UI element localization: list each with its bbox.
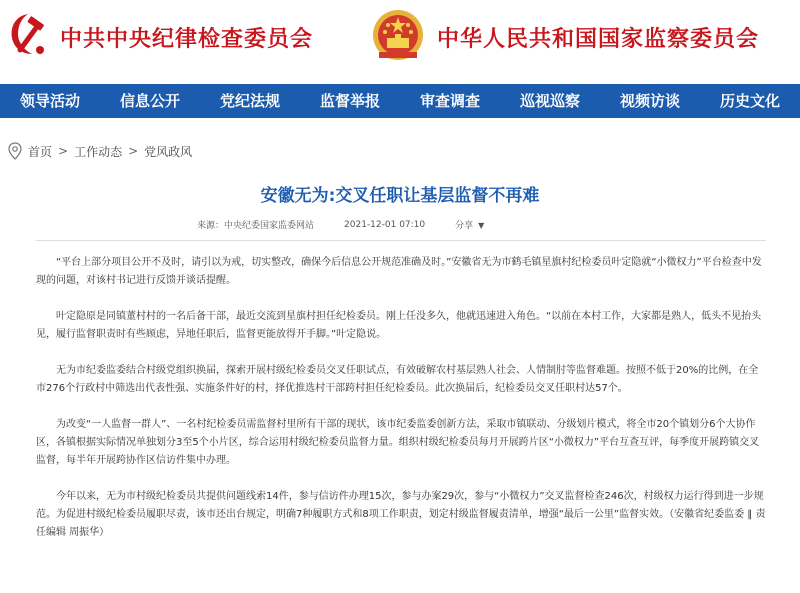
nav-item-video[interactable]: 视频访谈 [619,92,680,110]
article-meta [197,218,484,231]
site-title-nsc[interactable]: 中华人民共和国国家监察委员会 [437,26,760,52]
nav-item-investigation[interactable]: 审查调查 [419,92,480,110]
article-paragraph: 无为市纪委监委结合村级党组织换届，探索开展村级纪检委员交叉任职试点，有效破解农村基层熟人社会、人情制肘等监督难题。按照不低于20%的比例，在全市276个行政村中筛选出代表性强、实施条件好的村，择优推选村干部跨村担任纪检委员。此次换届后，纪检委员交叉任职村达57个。 [36,365,759,394]
nav-item-inspection[interactable]: 巡视巡察 [519,92,580,110]
article-paragraph: 今年以来，无为市村级纪检委员共提供问题线索14件，参与信访件办理15次，参与办案29次，参与“小微权力”交叉监督检查246次，村级权力运行得到进一步规范。为促进村级纪检委员履职尽责，该市还出台规定，明确7种履职方式和8项工作职责，划定村级监督履责清单，增强“最后一公里”监督实效。（安徽省纪委监委 ‖ 责任编辑 周振华） [36,491,766,538]
article-source: 中央纪委国家监委网站 [224,221,315,231]
publish-date: 2021-12-01 07:10 [344,219,426,230]
national-emblem-icon[interactable] [371,8,425,62]
nav-item-regulations[interactable]: 党纪法规 [219,92,280,110]
caret-down-icon: ▼ [478,221,485,230]
article-paragraph: 叶定隐原是同镇董村村的一名后备干部，最近交流到星旗村担任纪检委员。刚上任没多久，他就迅速进入角色。“以前在本村工作，大家都是熟人，低头不见抬头见，履行监督职责时有些顾虑，异地任职后，监督更能放得开手脚。”叶定隐说。 [36,311,762,340]
breadcrumb-home[interactable]: 首页 [28,144,53,159]
site-title-ccdi[interactable]: 中共中央纪律检查委员会 [60,26,314,52]
nav-item-reporting[interactable]: 监督举报 [319,92,380,110]
article-paragraph: 为改变“一人监督一群人”、一名村纪检委员需监督村里所有干部的现状，该市纪委监委创新方法，采取市镇联动、分级划片模式，将全市20个镇划分6个大协作区，各镇根据实际情况单独划分3至5个小片区，综合运用村级纪检委员监督力量。组织村级纪检委员每月开展跨片区“小微权力”平台互查互评，每季度开展跨镇交叉监督，每半年开展跨协作区信访件集中办理。 [36,419,760,466]
nav-item-leadership[interactable]: 领导活动 [19,92,80,110]
divider [36,240,766,241]
hammer-sickle-emblem-icon[interactable] [6,10,50,60]
breadcrumb-separator: > [128,144,139,158]
share-button[interactable] [455,218,484,231]
nav-item-history[interactable]: 历史文化 [719,92,780,110]
source-label: 来源： [197,221,225,231]
article-title: 安徽无为:交叉任职让基层监督不再难 [260,186,540,206]
main-nav [0,84,800,118]
nav-item-disclosure[interactable]: 信息公开 [119,92,180,110]
share-label: 分享 [455,221,474,231]
location-pin-icon [8,142,22,160]
breadcrumb-work-news[interactable]: 工作动态 [74,144,123,159]
breadcrumb-separator: > [58,144,69,158]
article-body [36,254,766,560]
article-paragraph: “平台上部分项目公开不及时，请引以为戒，切实整改，确保今后信息公开规范准确及时。”安徽省无为市鹤毛镇星旗村纪检委员叶定隐就“小微权力”平台检查中发现的问题，对该村书记进行反馈并谈话提醒。 [36,257,762,286]
breadcrumb [8,141,192,161]
breadcrumb-party-style[interactable]: 党风政风 [144,144,193,159]
site-header [0,0,800,84]
